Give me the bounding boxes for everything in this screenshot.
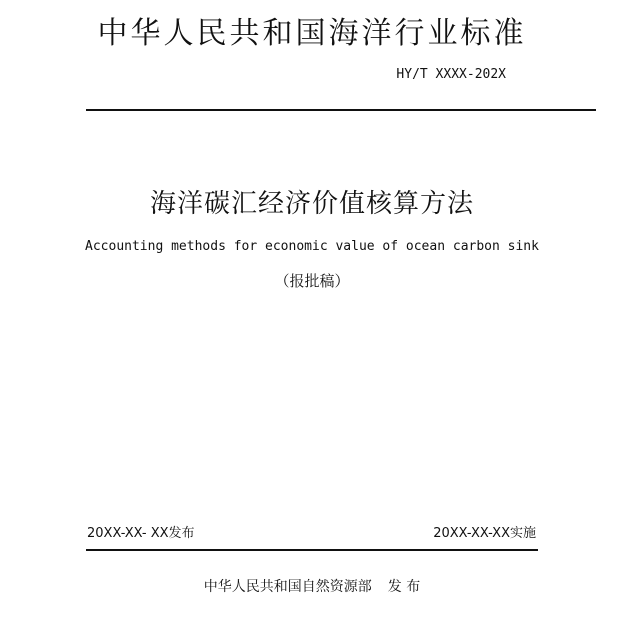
document-title-english: Accounting methods for economic value of ocean carbon sink bbox=[85, 239, 539, 254]
document-title: 海洋碳汇经济价值核算方法 bbox=[149, 189, 474, 219]
standard-name: 中华人民共和国海洋行业标准 bbox=[97, 16, 527, 51]
issuer-action: 发 布 bbox=[387, 579, 421, 595]
document-stage: （报批稿） bbox=[274, 272, 350, 290]
issuer-line bbox=[0, 577, 624, 597]
header-divider bbox=[86, 109, 596, 111]
release-date: 20XX-XX- XX发布 bbox=[87, 526, 195, 541]
standard-code: HY/T XXXX-202X bbox=[396, 67, 506, 82]
issuer-name: 中华人民共和国自然资源部 bbox=[203, 579, 372, 595]
footer-divider bbox=[86, 549, 538, 551]
implementation-date: 20XX-XX-XX实施 bbox=[433, 526, 536, 541]
